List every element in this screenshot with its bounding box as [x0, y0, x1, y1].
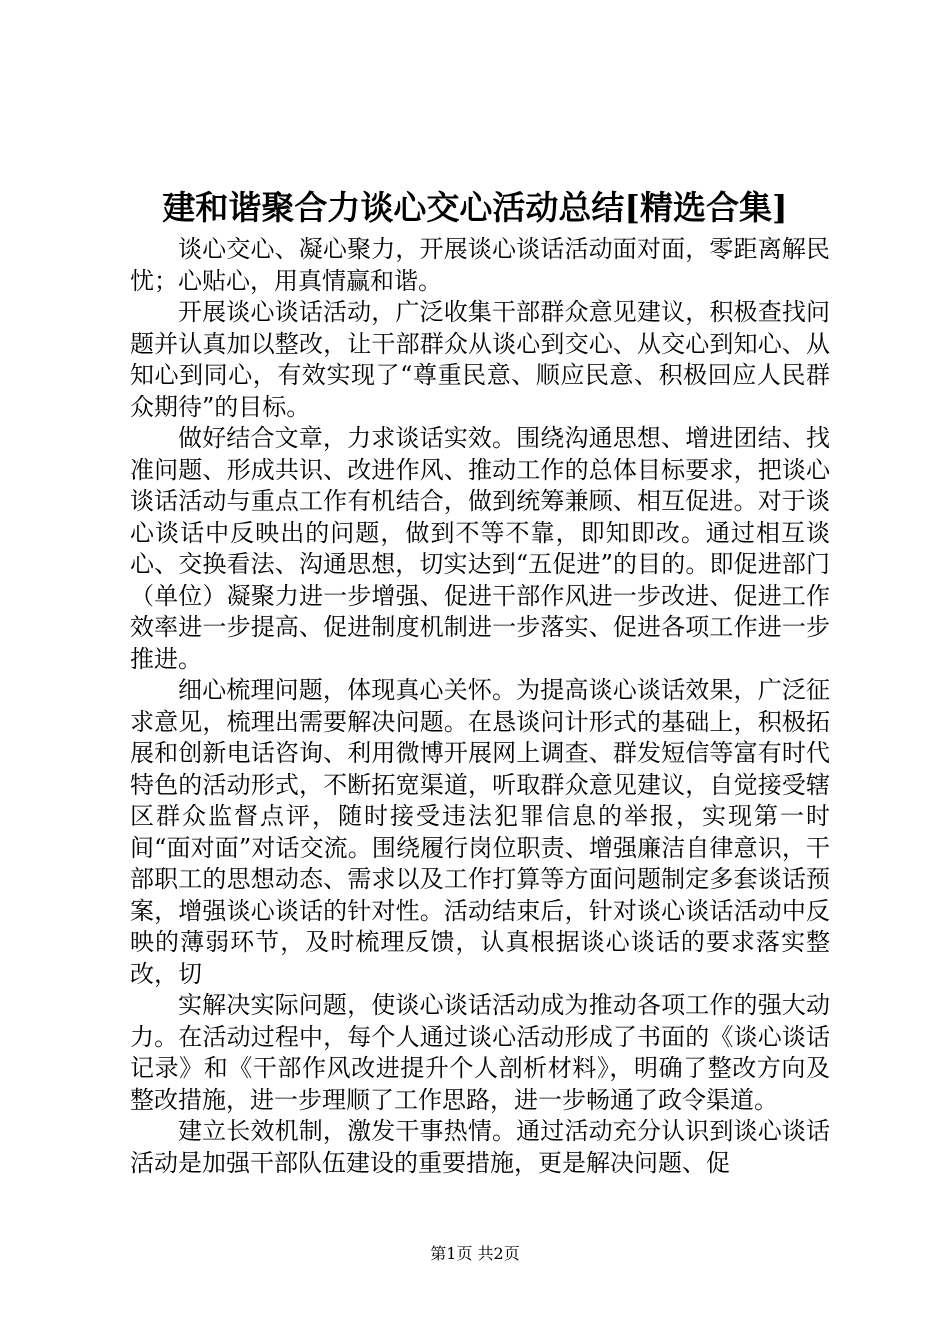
document-title: 建和谐聚合力谈心交心活动总结[精选合集] [162, 188, 788, 227]
paragraph-1: 谈心交心、凝心聚力，开展谈心谈话活动面对面，零距离解民忧；心贴心，用真情赢和谐。 [130, 235, 830, 295]
paragraph-6: 建立长效机制，激发干事热情。通过活动充分认识到谈心谈话活动是加强干部队伍建设的重要措施，更是解决问题、促 [130, 1117, 830, 1177]
paragraph-2: 开展谈心谈话活动，广泛收集干部群众意见建议，积极查找问题并认真加以整改，让干部群众从谈心到交心、从交心到知心、从知心到同心，有效实现了“尊重民意、顺应民意、积极回应人民群众期待”的目标。 [130, 298, 830, 421]
document-body [130, 234, 830, 1179]
paragraph-3: 做好结合文章，力求谈话实效。围绕沟通思想、增进团结、找准问题、形成共识、改进作风、推动工作的总体目标要求，把谈心谈话活动与重点工作有机结合，做到统筹兼顾、相互促进。对于谈心谈话中反映出的问题，做到不等不靠，即知即改。通过相互谈心、交换看法、沟通思想，切实达到“五促进”的目的。即促进部门（单位）凝聚力进一步增强、促进干部作风进一步改进、促进工作效率进一步提高、促进制度机制进一步落实、促进各项工作进一步推进。 [130, 424, 830, 673]
paragraph-5: 实解决实际问题，使谈心谈话活动成为推动各项工作的强大动力。在活动过程中，每个人通过谈心活动形成了书面的《谈心谈话记录》和《干部作风改进提升个人剖析材料》，明确了整改方向及整改措施，进一步理顺了工作思路，进一步畅通了政令渠道。 [130, 991, 830, 1114]
paragraph-4: 细心梳理问题，体现真心关怀。为提高谈心谈话效果，广泛征求意见，梳理出需要解决问题。在恳谈问计形式的基础上，积极拓展和创新电话咨询、利用微博开展网上调查、群发短信等富有时代特色的活动形式，不断拓宽渠道，听取群众意见建议，自觉接受辖区群众监督点评，随时接受违法犯罪信息的举报，实现第一时间“面对面”对话交流。围绕履行岗位职责、增强廉洁自律意识，干部职工的思想动态、需求以及工作打算等方面问题制定多套谈话预案，增强谈心谈话的针对性。活动结束后，针对谈心谈话活动中反映的薄弱环节，及时梳理反馈，认真根据谈心谈话的要求落实整改，切 [130, 676, 830, 988]
page-number-footer: 第1页 共2页 [430, 1244, 520, 1263]
